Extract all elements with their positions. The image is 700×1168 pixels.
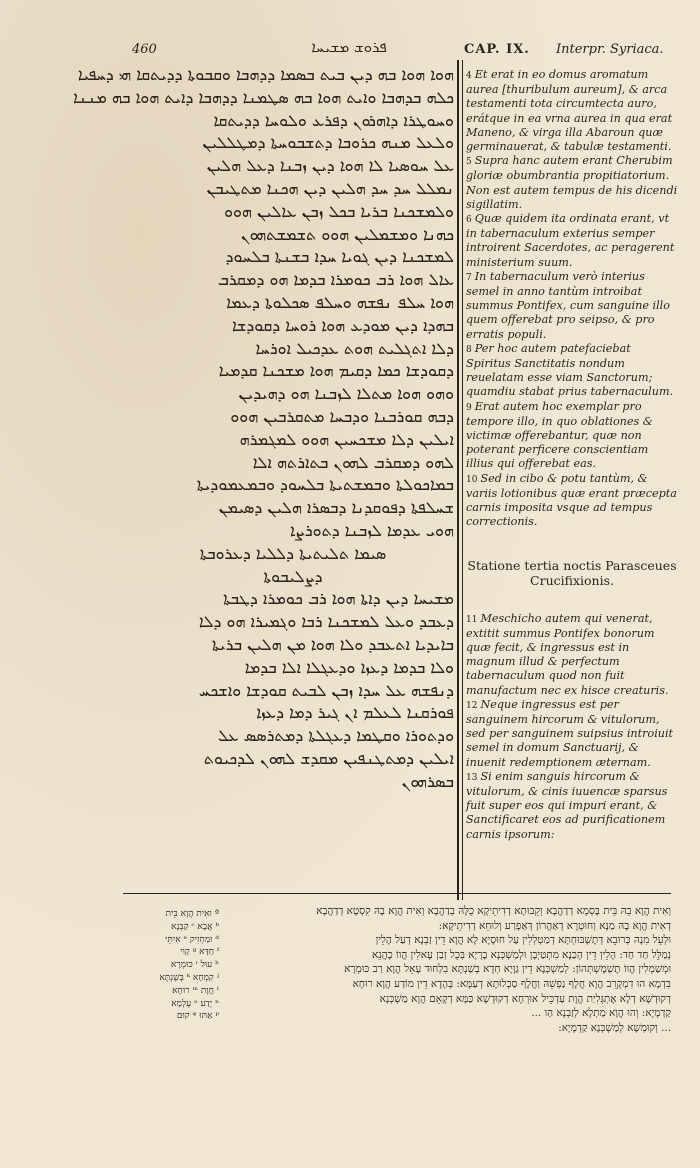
page-header (132, 36, 672, 64)
syriac-line: ܘܗܘ ܗܘܐ ܡܬܠܐ ܠܙܒܢܐ ܗܘ ܕܗܝܕܝܢ (238, 384, 454, 404)
hebrew-translation (209, 904, 671, 1035)
verse-number: 9 (466, 402, 472, 413)
syriac-line: ܘܠܥܠ ܡܢܗ ܟܪܘܒܐ ܕܬܫܒܘܚܬܐ ܕܡܛܠܠܝܢ (202, 133, 454, 153)
syriac-line: ܐܝܠܝܢ ܕܠܐ ܡܫܟܚܝܢ ܗܘܘ ܠܡܓܡܪܗ (239, 429, 454, 449)
verse-text: Si enim sanguis hircorum & vitulorum, & cinis iuuencæ sparsus fuit super eos qui impuri erant, & Sanctificaret eos ad purificationem carnis ipsorum: (466, 769, 668, 841)
syriac-line: ܗܘܐ ܗܘܐ ܒܗ ܕܝܢ ܒܝܬ ܒܣܡܐ ܕܕܗܒܐ ܘܩܒܘܬܐ ܕܕܝܬܩܐ ܗܝ ܕܚܦܝܐ (77, 65, 454, 84)
hebrew-note: ᵖ אַתּוּ ᵠ קוּם (176, 1011, 219, 1022)
syriac-line: ܒܐܝܕܝܐ ܐܬܥܒܕ ܘܠܐ ܗܘܐ ܡܢ ܗܠܝܢ ܒܪܝܬܐ (211, 634, 454, 654)
hebrew-line: וְאִית הֲוָא בֵהּ בֵּית בֶּסְמָא דְדַהֲבָא וְקֵבוּתָא דְדִיתֵיקָא כֻלָּהּ בְדַהֲבָא וְאִית הֲוָא בָהּ קִסְטָא דְדַהֲבָא (316, 905, 671, 917)
verse-number: 5 (466, 157, 472, 168)
footer-rule (123, 893, 671, 894)
hebrew-note: ᵇ אֲבָא ᶜ קַבְּנָא (171, 921, 219, 932)
verse-text: Supra hanc autem erant Cherubim gloriæ obumbrantia propitiatorium. Non est autem tempus de his dicendi sigillatim. (466, 154, 678, 211)
latin-verses-11-13 (466, 612, 678, 842)
verse-number: 7 (466, 272, 472, 283)
latin-verse (466, 770, 678, 842)
hebrew-line: ... וְקוּמְשָׁא לְמַשְׁכְּנָא קַדְמָיָא: (558, 1021, 671, 1034)
syriac-line: ܠܗܘ ܕܡܩܪܒ ܠܗܘܢ ܒܬܐܪܬܗ ܐܠܐ (252, 452, 454, 472)
verse-number: 12 (466, 700, 478, 711)
syriac-line: ܡܫܝܚܐ ܕܝܢ ܕܐܬܐ ܗܘܐ ܪܒ ܟܘܡܪܐ ܕܛܒܬܐ (223, 589, 454, 609)
verse-text: Per hoc autem patefaciebat Spiritus Sanctitatis nondum reuelatam esse viam Sanctorum; quamdiu stabat prius tabernaculum. (466, 341, 674, 399)
syriac-line: ܒܣܪܗܘܢ (401, 771, 454, 791)
syriac-line: ܗܘܝ ܥܕܡܐ ܠܙܒܢܐ ܕܬܘܪܨܐ (290, 520, 454, 540)
syriac-line: ܘܠܐ ܒܕܡܐ ܕܥܙܐ ܘܕܥܓܠܐ ܐܠܐ ܒܕܡܐ (244, 657, 454, 677)
hebrew-note: ª וּאִית הֲוָא בֵּית (165, 909, 219, 919)
latin-verse (466, 68, 678, 154)
syriac-line: ܫܚܠܦܬܐ ܕܦܘܩܕܢܐ ܕܒܣܪܐ ܗܠܝܢ ܕܣܝܡܢ (218, 498, 454, 518)
latin-verse (466, 342, 678, 400)
syriac-line: ܣܝܡܐ ܬܠܝܬܝܬܐ ܕܠܠܝܐ ܕܥܪܘܒܬܐ (199, 543, 387, 563)
syriac-line: ܗܘܐ ܚܠܦ ܢܦܫܗ ܘܚܠܦ ܣܟܠܘܬܐ ܕܥܡܐ (226, 292, 454, 312)
hebrew-note: ʲ קִמְחָא ᵏ בְּשָׁנְתָּא (159, 972, 219, 983)
syriac-line: ܘܠܡܫܟܢܐ ܒܪܝܐ ܒܟܠ ܙܒܢ ܥܐܠܝܢ ܗܘܘ (224, 201, 454, 221)
syriac-line: ܟܠܗ ܒܕܗܒܐ ܘܐܝܬ ܗܘܐ ܒܗ ܣܛܡܢܐ ܕܕܗܒܐ ܕܐܝܬ ܗܘܐ ܒܗ ܡܢܢܐ (73, 87, 454, 107)
syriac-line: ܕܥܒܕ ܘܥܠ ܠܡܫܟܢܐ ܪܒܐ ܘܓܡܝܪܐ ܗܘ ܕܠܐ (198, 612, 454, 632)
verse-number: 11 (466, 614, 478, 625)
verse-number: 13 (466, 772, 478, 783)
syriac-line: ܥܠ ܚܘܣܝܐ ܠܐ ܗܘܐ ܕܝܢ ܙܒܢܐ ܕܥܠ ܗܠܝܢ (206, 156, 454, 176)
verse-text: Quæ quidem ita ordinata erant, vt in tabernaculum exterius semper introirent Sacerdotes, ac peragerent ministerium suum. (466, 212, 675, 269)
syriac-line: ܟܗܢܐ ܘܡܫܡܠܝܢ ܗܘܘ ܬܫܡܫܬܗܘܢ (240, 224, 454, 244)
syriac-line: ܕܠܐ ܐܬܓܠܝܬ ܗܘܬ ܥܕܟܝܠ ܐܘܪܚܐ (255, 338, 454, 358)
verse-text: Et erat in eo domus aromatum aurea [thuribulum aureum], & arca testamenti tota circumtecta auro, erátque in ea vrna aurea in qua erat Maneno, & virga illa Abaroun quæ germinauerat, & tabulæ testamenti. (466, 68, 673, 154)
latin-verse (466, 400, 678, 472)
latin-verse (466, 698, 678, 770)
verse-text: In tabernaculum verò interius semel in anno tantùm introibat summus Pontifex, cum sanguine illo quem offerebat pro seipso, & pro erratis populi. (466, 269, 670, 341)
hebrew-note: ʰ עוּל ᶦ כּוּמְרָא (170, 960, 219, 971)
latin-verse (466, 472, 678, 530)
hebrew-note: ᵈ וּמַחְזִיק ᵉ אִיתֵּי (165, 934, 219, 945)
syriac-line: ܠܡܫܟܢܐ ܕܝܢ ܓܘܝܐ ܚܕܐ ܒܫܢܬܐ ܒܠܚܘܕ (225, 247, 454, 267)
syriac-running-title: ܦܪܘܫ ܡܫܝܚܐ (311, 38, 387, 56)
hebrew-line: דְאִית הֲוָא בָהּ מַנָּא וְחוּטְרָא דְאַהֲרוֹן דְּאַפְרַע וְלוּחֵא דְדִיתֵיקָא: (438, 919, 671, 932)
latin-verse (466, 212, 678, 270)
latin-column (466, 68, 678, 842)
hebrew-line: וּלְעֵל מִנָהּ כְּרוּבֵא דְתֶשְׁבּוּחְתָּא דְמַטְלְלִין עַל חוּסָיָא לָא הֲוָא דֵין זַבְנָא דְעַל הָלֵין (375, 934, 671, 947)
column-divider-thin (462, 60, 463, 900)
verse-text: Neque ingressus est per sanguinem hircorum & vitulorum, sed per sanguinem suipsius introiuit semel in domum Sanctuarij, & inuenit redemptionem æternam. (466, 697, 674, 769)
latin-verse (466, 612, 678, 698)
latin-verses-4-10 (466, 68, 678, 530)
syriac-line: ܐܝܠܝܢ ܕܡܬܛܢܦܝܢ ܡܩܕܫ ܠܗܘܢ ܠܕܟܝܘܬ (203, 748, 454, 768)
syriac-line: ܥܐܠ ܗܘܐ ܪܒ ܟܘܡܪܐ ܒܕܡܐ ܗܘ ܕܡܩܪܒ (217, 270, 454, 290)
syriac-column (73, 64, 454, 794)
verse-number: 4 (466, 71, 472, 81)
hebrew-note: ᶠ חַדָּא ᵍ קַוּי (180, 947, 219, 958)
hebrew-line: קַדְמָיָא: וְהוּ הֲוָא מַתְלָא לְזַבְנָא הַו ... (531, 1007, 671, 1020)
hebrew-marginal-notes (123, 908, 219, 1023)
syriac-line: ܕܒܗ ܩܘܪܒܢܐ ܘܕܒܚܐ ܡܬܩܪܒܝܢ ܗܘܘ (230, 406, 454, 426)
latin-verse (466, 154, 678, 212)
hebrew-note: ˡ חֲוָת ᵐ רוּחָא (172, 985, 219, 996)
syriac-line: ܕܩܘܕܫܐ ܟܡܐ ܕܩܝܡ ܗܘܐ ܡܫܟܢܐ ܩܕܡܝܐ (218, 361, 454, 381)
latin-section-heading: Statione tertia noctis Parasceues Crucifixionis. (467, 557, 677, 588)
chapter-label: CAP. IX. (464, 42, 530, 57)
hebrew-line: בִּדְמָא הוּ דִמְקָרֵב הֲוָא חֲלָף נַפְשֵׁהּ וַחֲלָף סַכְלוּתָא דְעַמָּא: בְּהָדָא דֵין מוֹדַע הֲוָא רוּחָא (352, 977, 671, 990)
verse-number: 10 (466, 474, 478, 485)
syriac-line: ܒܗܕܐ ܕܝܢ ܡܘܕܥ ܗܘܐ ܪܘܚܐ ܕܩܘܕܫܐ (231, 315, 454, 335)
hebrew-line: וּמְשַׁמְלִין הֲווֹ תֶשְׁמֶשְׁתְּהוֹן: לְמַשְׁכְּנָא דֵין גַוָּיָא חְדָא בְשַׁנְתָּא בִלְחוּד עָאֵל הֲוָא רַב כּוּמְרָא (344, 963, 671, 976)
hebrew-footer (123, 900, 671, 1100)
column-divider (457, 60, 459, 900)
verse-number: 8 (466, 344, 472, 355)
verse-text: Meschicho autem qui venerat, extitit summus Pontifex bonorum quæ fecit, & ingressus est in magnum illud & perfectum tabernaculum quod non fuit manufactum nec ex hisce creaturis. (466, 611, 669, 697)
hebrew-line: נְמַלֵּל חַד חַד: הָלֵין דֵין הָכַנָא מִתְטַיְבָן וּלְמַשְׁכְּנָא בָרָיָא בְּכֻל זְבַן עָאלִין הֲווֹ כָהֲנֵא (371, 948, 671, 961)
hebrew-line: דְקוּדְשָׁא דְלָא אֶתְגְּלִיַת הֲוָת עַדְכֵּיל אוּרְחָא דְקוּדְשָׁא כַּמָּא דְקָאֵם הֲוָא מַשְׁכְּנָא (379, 992, 671, 1005)
interpretation-label: Interpr. Syriaca. (556, 42, 664, 57)
syriac-line: ܦܘܪܩܢܐ ܠܥܠܡ ܐܢ ܓܝܪ ܕܡܐ ܕܥܙܐ (256, 703, 454, 723)
hebrew-note: ⁿ יְדַע ᵒ עֶלְמָא (171, 998, 219, 1009)
latin-verse (466, 270, 678, 342)
verse-text: Erat autem hoc exemplar pro tempore illo, in quo oblationes & victimæ offerebantur, quæ non poterant perficere conscientiam illius qui offerebat eas. (466, 399, 653, 471)
syriac-line: ܕܢܦܫܗ ܥܠ ܚܕܐ ܙܒܢ ܠܒܝܬ ܩܘܕܫܐ ܘܐܫܟܚ (198, 680, 454, 700)
syriac-line: ܘܕܬܘܪܐ ܘܩܛܡܐ ܕܥܓܠܬܐ ܕܡܬܪܣܣ ܥܠ (217, 726, 454, 746)
syriac-line: ܕܨܠܝܒܘܬܐ (263, 566, 323, 586)
verse-text: Sed in cibo & potu tantùm, & variis lotionibus quæ erant præcepta carnis imposita vsque ad tempus correctionis. (466, 471, 677, 529)
syriac-line: ܢܡܠܠ ܚܕ ܚܕ ܗܠܝܢ ܕܝܢ ܗܟܢܐ ܡܬܛܝܒܢ (206, 178, 454, 198)
syriac-line: ܒܡܐܟܘܠܬܐ ܘܒܡܫܬܝܬܐ ܒܠܚܘܕ ܘܒܡܥܡܘܕܝܬܐ (196, 475, 454, 495)
syriac-line: ܘܚܘܛܪܐ ܕܐܗܪܘܢ ܕܦܪܥ ܘܠܘܚܐ ܕܕܝܬܩܐ (213, 110, 454, 130)
page-number: 460 (132, 42, 157, 57)
verse-number: 6 (466, 215, 472, 226)
